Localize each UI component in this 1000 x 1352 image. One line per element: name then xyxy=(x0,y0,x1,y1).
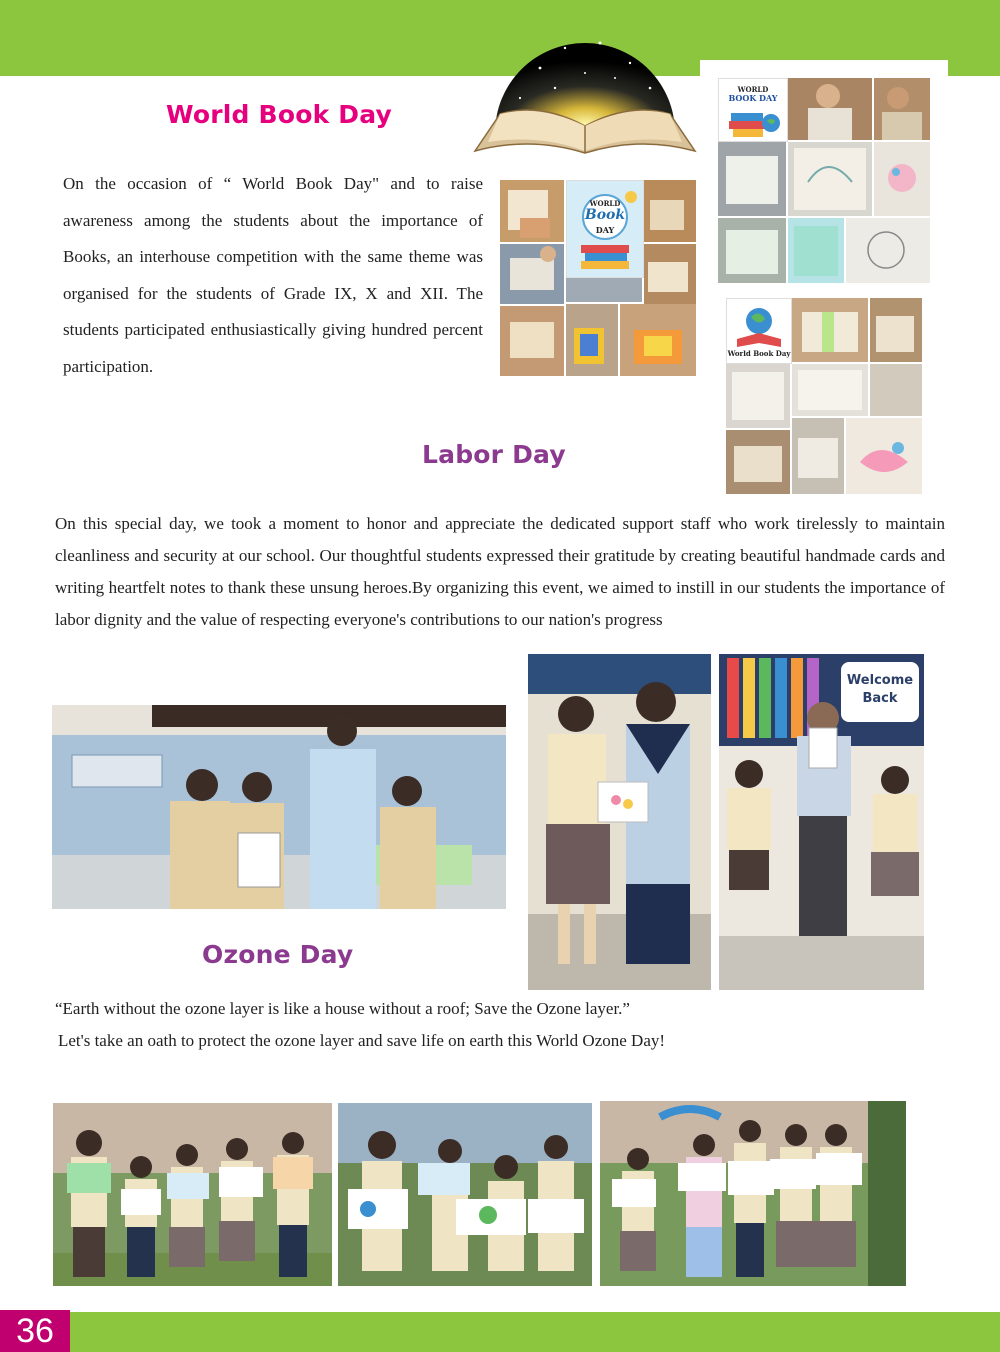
book-day-collage-2 xyxy=(718,78,930,283)
world-book-day-logo xyxy=(718,78,788,142)
world-book-day-paragraph: On the occasion of “ World Book Day" and to raise awareness among the students about the importance of Books, an interhouse competition with the same theme was organised for the students of Grade IX, X and XII. The students participated enthusiastically giving hundred percent participation. xyxy=(63,174,483,376)
logo-text: BOOK DAY xyxy=(728,93,778,103)
collage-photo xyxy=(846,418,922,494)
collage-photo xyxy=(566,278,642,302)
logo-text: World Book Day xyxy=(727,349,791,358)
collage-photo xyxy=(718,142,786,216)
collage-photo xyxy=(870,364,922,416)
collage-photo xyxy=(718,218,786,283)
collage-photo xyxy=(644,244,696,304)
book-day-collage-3 xyxy=(726,298,922,494)
collage-photo xyxy=(644,180,696,242)
ozone-day-photo-2 xyxy=(338,1103,592,1286)
page-number: 36 xyxy=(0,1310,70,1352)
collage-photo xyxy=(846,218,930,283)
labor-day-photo-guard xyxy=(719,654,924,990)
collage-photo xyxy=(726,430,790,494)
world-book-day-heading: World Book Day xyxy=(166,100,393,129)
collage-photo xyxy=(500,244,564,304)
collage-photo xyxy=(726,364,790,428)
collage-photo xyxy=(620,304,696,376)
ozone-day-photo-3 xyxy=(600,1101,906,1286)
logo-text: WORLD xyxy=(589,199,621,208)
collage-photo xyxy=(500,180,564,242)
open-book-emblem xyxy=(470,18,700,158)
collage-photo xyxy=(792,364,868,416)
logo-text: Book xyxy=(584,207,626,223)
collage-photo xyxy=(870,298,922,362)
logo-text: DAY xyxy=(595,225,615,235)
world-book-day-logo xyxy=(726,298,792,364)
collage-photo xyxy=(874,78,930,140)
ozone-day-quote: “Earth without the ozone layer is like a house without a roof; Save the Ozone layer.” xyxy=(55,999,630,1018)
welcome-back-sign: Welcome Back xyxy=(846,673,914,706)
collage-photo xyxy=(566,304,618,376)
bottom-green-band xyxy=(0,1312,1000,1352)
collage-photo xyxy=(874,142,930,216)
collage-photo xyxy=(792,418,844,494)
collage-photo xyxy=(500,306,564,376)
collage-photo xyxy=(788,78,872,140)
ozone-day-oath: Let's take an oath to protect the ozone layer and save life on earth this World Ozone Day! xyxy=(58,1031,666,1050)
world-book-day-logo xyxy=(566,180,644,278)
ozone-day-photo-1 xyxy=(53,1103,332,1286)
logo-text: WORLD xyxy=(737,85,769,94)
book-day-collage-1 xyxy=(500,180,696,376)
collage-photo xyxy=(792,298,868,362)
ozone-day-heading: Ozone Day xyxy=(202,940,354,969)
labor-day-photo-group xyxy=(52,705,506,909)
collage-photo xyxy=(788,218,844,283)
labor-day-heading: Labor Day xyxy=(422,440,566,469)
labor-day-photo-staff xyxy=(528,654,711,990)
labor-day-paragraph: On this special day, we took a moment to honor and appreciate the dedicated support staff who work tirelessly to maintain cleanliness and security at our school. Our thoughtful students expressed their gratitude by creating beautiful handmade cards and writing heartfelt notes to thank these unsung heroes.By organizing this event, we aimed to instill in our students the importance of labor dignity and the value of respecting everyone's contributions to our nation's progress xyxy=(55,514,945,629)
collage-photo xyxy=(788,142,872,216)
